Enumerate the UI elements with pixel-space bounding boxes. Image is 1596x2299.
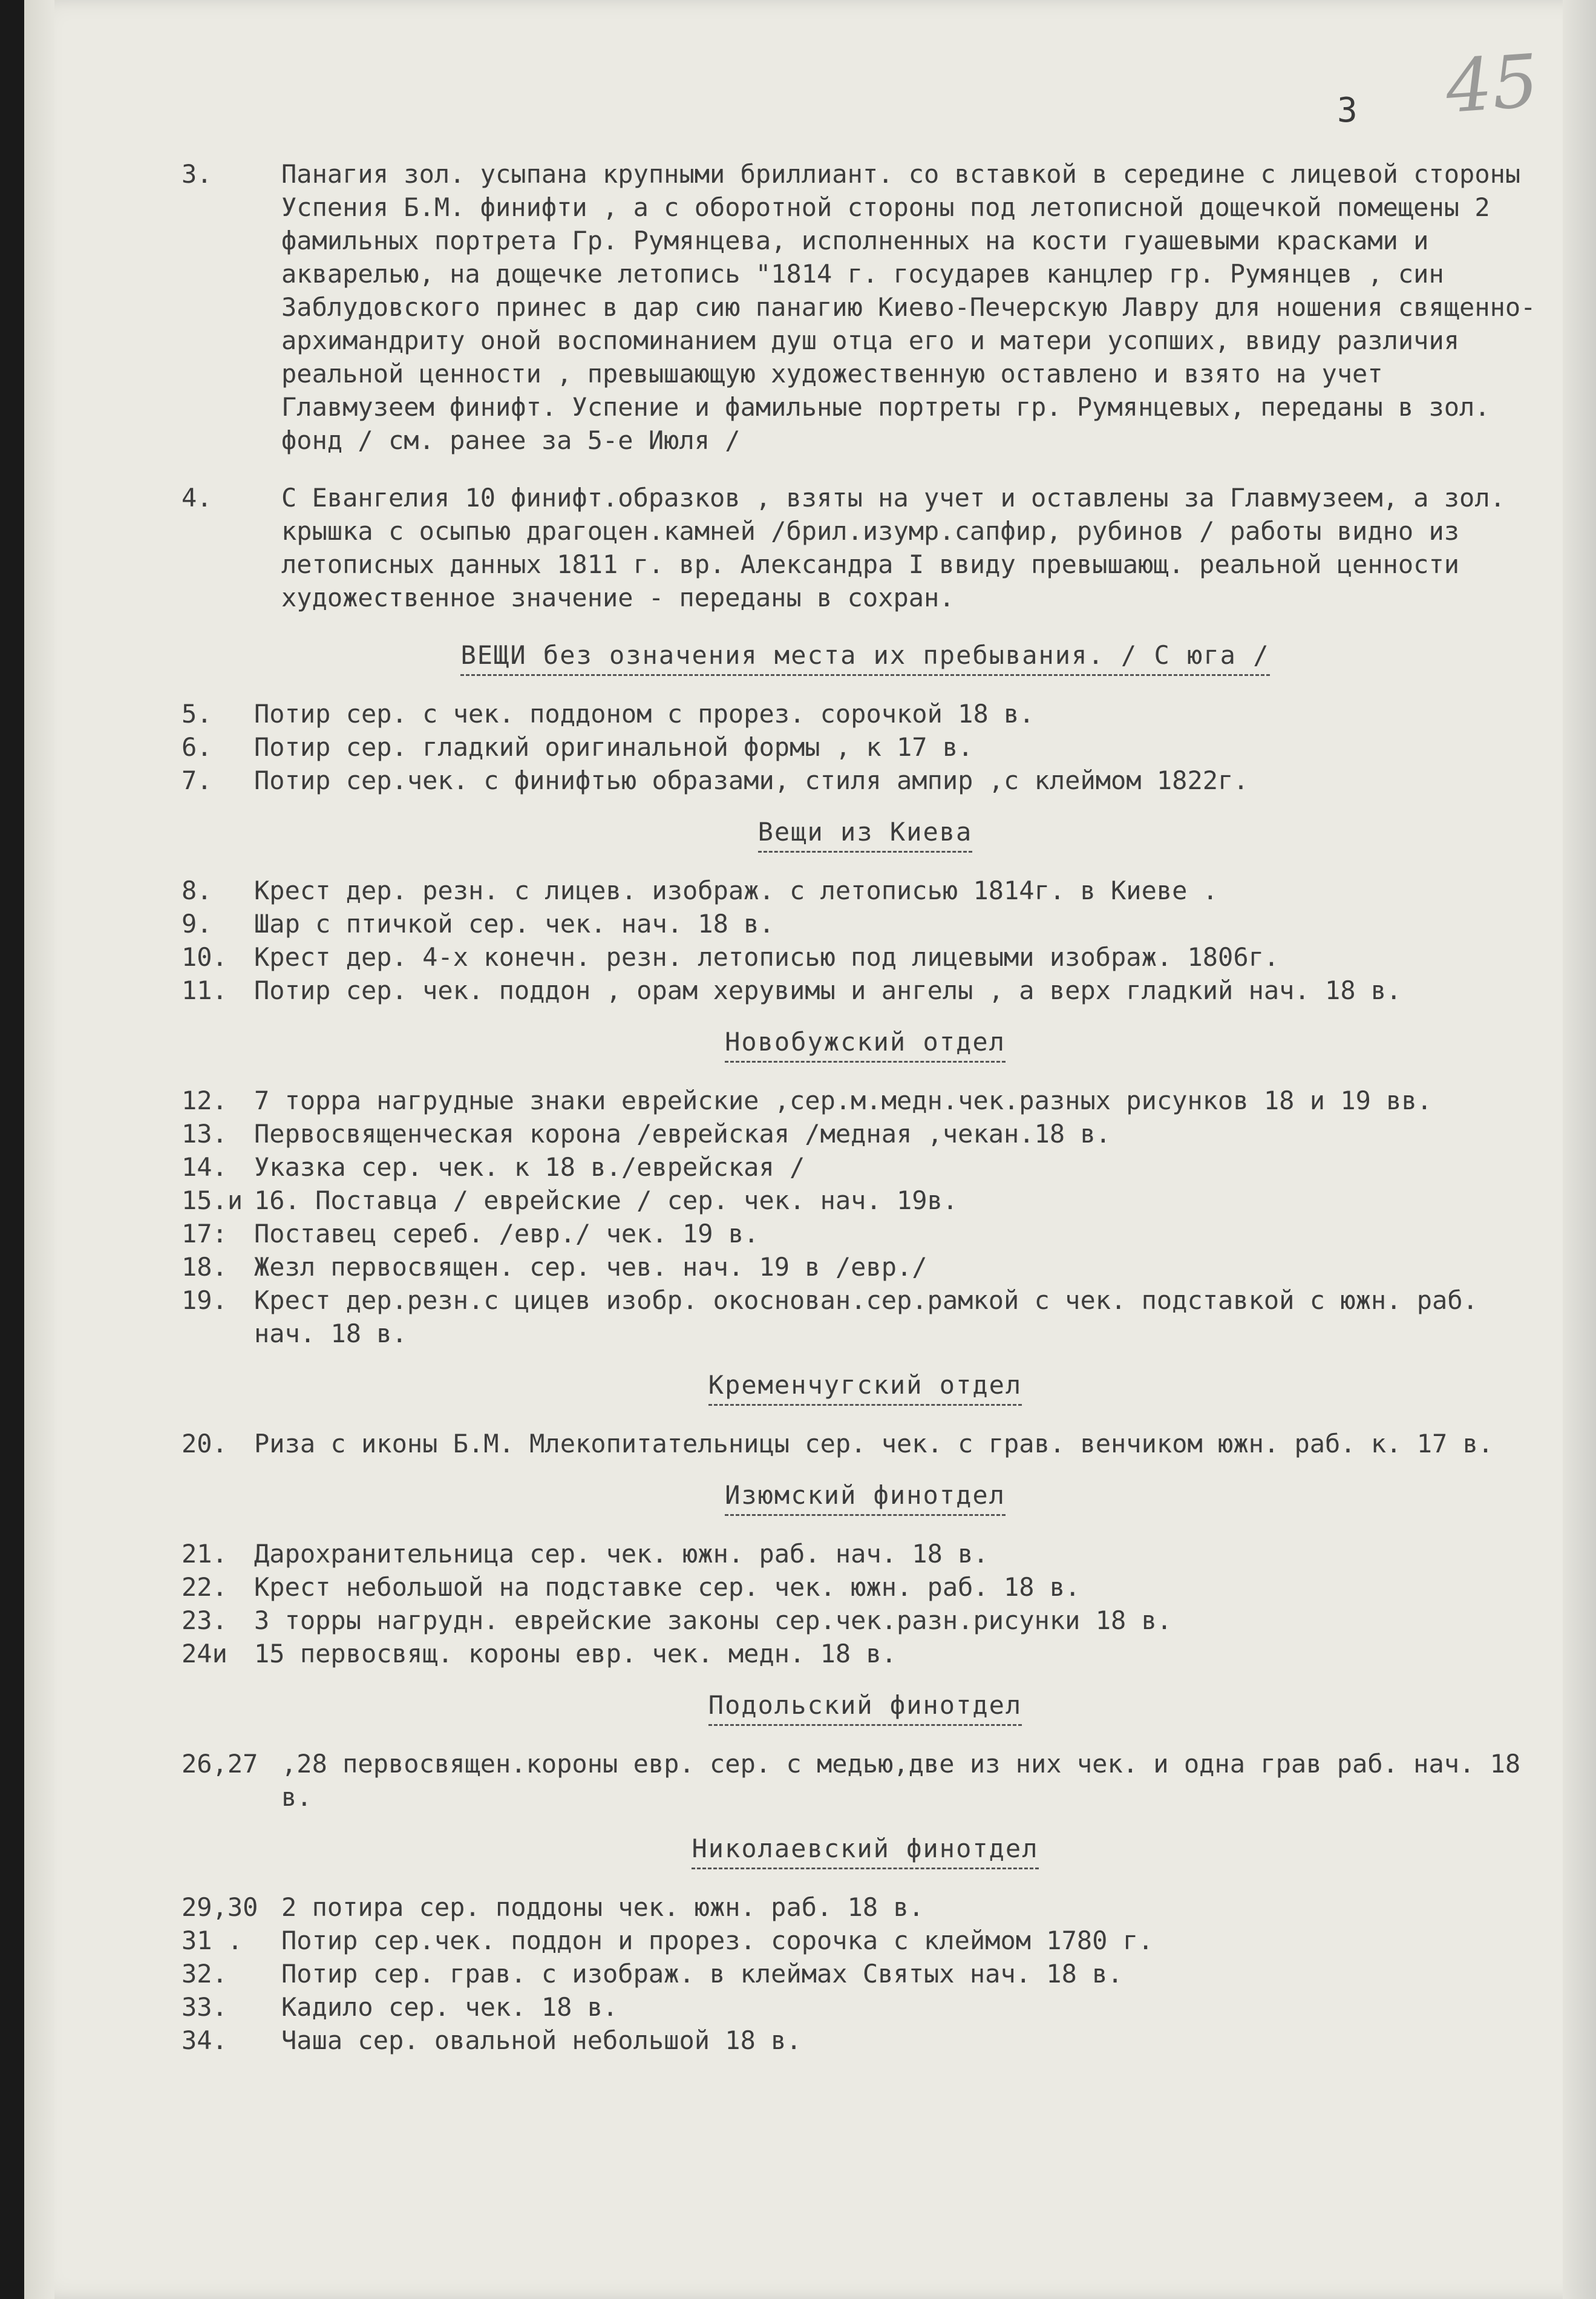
section-novobuzh-list [182, 1084, 1549, 1350]
entry-text: 15 первосвящ. короны евр. чек. медн. 18 в. [254, 1639, 897, 1668]
entry-number: 3. [182, 159, 212, 189]
entry-number: 8. [182, 876, 212, 905]
entry-number: 9. [182, 909, 212, 939]
list-item [182, 1924, 1549, 1957]
list-item [182, 764, 1549, 797]
entry-text: ,28 первосвящен.короны евр. сер. с медью,две из них чек. и одна грав раб. нач. 18 в. [281, 1749, 1536, 1812]
list-item [182, 1604, 1549, 1637]
section-kiev-list [182, 874, 1549, 1007]
list-item [182, 974, 1549, 1007]
list-item [182, 1957, 1549, 1990]
list-item [182, 697, 1549, 730]
list-item [182, 1184, 1549, 1217]
entry-number: 17: [182, 1219, 227, 1248]
list-item [182, 940, 1549, 974]
entry-text: Кадило сер. чек. 18 в. [281, 1992, 618, 2022]
entry-text: 2 потира сер. поддоны чек. южн. раб. 18 в. [281, 1892, 924, 1922]
list-item [182, 1284, 1549, 1350]
list-item [182, 1637, 1549, 1670]
entry-number: 33. [182, 1992, 227, 2022]
list-item [182, 1150, 1549, 1184]
list-item [182, 1747, 1549, 1814]
handwritten-folio-number: 45 [1443, 39, 1542, 130]
entry-text: Крест дер. резн. с лицев. изображ. с летописью 1814г. в Киеве . [254, 876, 1218, 905]
entry-number: 12. [182, 1086, 227, 1115]
list-item [182, 1427, 1549, 1460]
entry-number: 19. [182, 1285, 227, 1315]
entry-text: Крест дер.резн.с цицев изобр. окоснован.сер.рамкой с чек. подставкой с южн. раб. нач. 18 в. [254, 1285, 1494, 1348]
entry-text: Первосвященческая корона /еврейская /медная ,чекан.18 в. [254, 1119, 1111, 1149]
entry-number: 20. [182, 1429, 227, 1458]
list-item [182, 2024, 1549, 2057]
entry-number: 13. [182, 1119, 227, 1149]
entry-number: 6. [182, 732, 212, 762]
section-south-list [182, 697, 1549, 797]
section-heading-kiev: Вещи из Киева [182, 815, 1549, 853]
list-item [182, 1217, 1549, 1250]
list-item [182, 1117, 1549, 1150]
entry-text: Потир сер. грав. с изображ. в клеймах Святых нач. 18 в. [281, 1959, 1123, 1989]
list-item [182, 1891, 1549, 1924]
entry-text: Потир сер. чек. поддон , орам херувимы и ангелы , а верх гладкий нач. 18 в. [254, 976, 1402, 1005]
section-heading-novobuzh: Новобужский отдел [182, 1025, 1549, 1063]
entry-number: 22. [182, 1572, 227, 1602]
section-izyum-list [182, 1537, 1549, 1670]
section-kremenchug-list [182, 1427, 1549, 1460]
entry-text: Потир сер. с чек. поддоном с прорез. сорочкой 18 в. [254, 699, 1035, 729]
entry-text: Жезл первосвящен. сер. чев. нач. 19 в /евр./ [254, 1252, 927, 1282]
section-heading-kremenchug: Кременчугский отдел [182, 1368, 1549, 1406]
section-heading-izyum: Изюмский финотдел [182, 1478, 1549, 1516]
entry-number: 10. [182, 942, 227, 972]
section-podolsk-list [182, 1747, 1549, 1814]
section-nikolaev-list [182, 1891, 1549, 2057]
entry-number: 4. [182, 483, 212, 513]
entry-text: Крест дер. 4-х конечн. резн. летописью под лицевыми изображ. 1806г. [254, 942, 1280, 972]
entry-text: Шар с птичкой сер. чек. нач. 18 в. [254, 909, 774, 939]
entry-4 [182, 481, 1549, 614]
entry-text: Потир сер.чек. поддон и прорез. сорочка с клеймом 1780 г. [281, 1926, 1154, 1955]
entry-number: 29,30 [182, 1892, 258, 1922]
typed-document [182, 157, 1549, 2075]
entry-number: 31 . [182, 1926, 243, 1955]
entry-text: Крест небольшой на подставке сер. чек. южн. раб. 18 в. [254, 1572, 1081, 1602]
entry-text: Панагия зол. усыпана крупными бриллиант. со вставкой в середине с лицевой стороны Успения Б.М. финифти , а с оборотной стороны под летописной дощечкой помещены 2 фамильных портрета Гр. Румянцева, исполненных на кости гуашевыми красками и акварелью, на дощечке летопись "1814 г. государев канцлер гр. Румянцев , син Заблудовского принес в дар сию панагию Киево-Печерскую Лавру для ношения священно-архимандриту оной воспоминанием душ отца его и матери усопших, ввиду различия реальной ценности , превышающую художественную оставлено и взято на учет Главмузеем финифт. Успение и фамильные портреты гр. Румянцевых, переданы в зол. фонд / см. ранее за 5-е Июля / [281, 159, 1536, 455]
section-heading-south: ВЕЩИ без означения места их пребывания. / С юга / [182, 638, 1549, 676]
section-heading-podolsk: Подольский финотдел [182, 1688, 1549, 1726]
list-item [182, 907, 1549, 940]
list-item [182, 1537, 1549, 1570]
entry-text: Чаша сер. овальной небольшой 18 в. [281, 2025, 802, 2055]
paper-left-edge [24, 0, 54, 2299]
entry-text: Потир сер.чек. с финифтью образами, стиля ампир ,с клеймом 1822г. [254, 766, 1249, 795]
entry-text: Риза с иконы Б.М. Млекопитательницы сер. чек. с грав. венчиком южн. раб. к. 17 в. [254, 1429, 1494, 1458]
entry-text: 16. Поставца / еврейские / сер. чек. нач. 19в. [254, 1186, 958, 1215]
entry-number: 21. [182, 1539, 227, 1569]
entry-text: Поставец сереб. /евр./ чек. 19 в. [254, 1219, 759, 1248]
entry-text: Дарохранительница сер. чек. южн. раб. нач. 18 в. [254, 1539, 989, 1569]
list-item [182, 1250, 1549, 1284]
entry-number: 7. [182, 766, 212, 795]
list-item [182, 1990, 1549, 2024]
list-item [182, 1084, 1549, 1117]
list-item [182, 874, 1549, 907]
section-heading-nikolaev: Николаевский финотдел [182, 1832, 1549, 1869]
entry-number: 18. [182, 1252, 227, 1282]
entry-number: 34. [182, 2025, 227, 2055]
entry-number: 15.и [182, 1186, 243, 1215]
entry-text: 3 торры нагрудн. еврейские законы сер.чек.разн.рисунки 18 в. [254, 1605, 1172, 1635]
page-number: 3 [1337, 91, 1358, 130]
entry-number: 24и [182, 1639, 227, 1668]
entry-3 [182, 157, 1549, 457]
entry-text: С Евангелия 10 финифт.образков , взяты на учет и оставлены за Главмузеем, а зол. крышка с осыпью драгоцен.камней /брил.изумр.сапфир, рубинов / работы видно из летописных данных 1811 г. вр. Александра I ввиду превышающ. реальной ценности художественное значение - переданы в сохран. [281, 483, 1521, 612]
paper-right-edge [1563, 0, 1596, 2299]
entry-text: Потир сер. гладкий оригинальной формы , к 17 в. [254, 732, 973, 762]
entry-number: 26,27 [182, 1749, 258, 1779]
entry-number: 23. [182, 1605, 227, 1635]
list-item [182, 730, 1549, 764]
entry-number: 5. [182, 699, 212, 729]
entry-number: 32. [182, 1959, 227, 1989]
list-item [182, 1570, 1549, 1604]
entry-number: 11. [182, 976, 227, 1005]
entry-text: Указка сер. чек. к 18 в./еврейская / [254, 1152, 805, 1182]
entry-text: 7 торра нагрудные знаки еврейские ,сер.м.медн.чек.разных рисунков 18 и 19 вв. [254, 1086, 1433, 1115]
entry-number: 14. [182, 1152, 227, 1182]
